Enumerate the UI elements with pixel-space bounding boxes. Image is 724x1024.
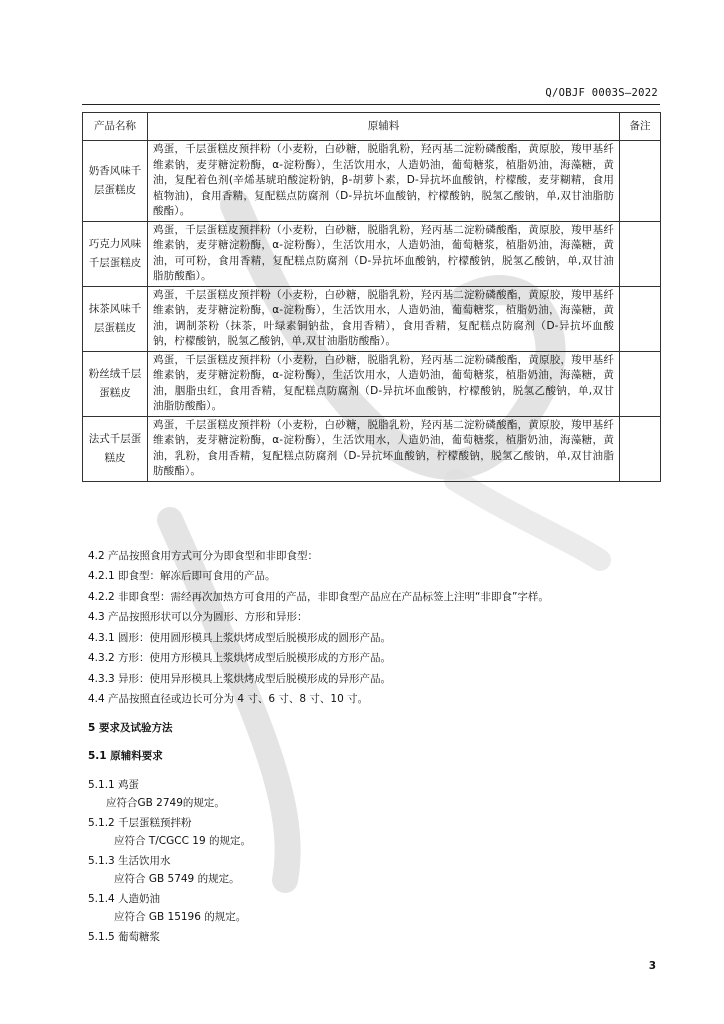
ingredients-cell: 鸡蛋，千层蛋糕皮预拌粉（小麦粉，白砂糖，脱脂乳粉，羟丙基二淀粉磷酸酯，黄原胶，羧甲基纤维素钠，麦芽糖淀粉酶，α-淀粉酶），生活饮用水，人造奶油，葡萄糖浆，植脂奶油，海藻糖，黄油，胭脂虫红，食用香精，复配糕点防腐剂（D-异抗坏血酸钠，柠檬酸钠，脱氢乙酸钠，单,双甘油脂肪酸酯）。: [148, 351, 620, 416]
remark-cell: [620, 221, 661, 286]
clause-4-3: 4.3 产品按照形状可以分为圆形、方形和异形：: [88, 611, 308, 623]
table-row: [83, 351, 661, 416]
table-row: [83, 141, 661, 222]
product-name-cell: 法式千层蛋糕皮: [83, 416, 148, 481]
table-row: [83, 221, 661, 286]
product-name-cell: 抹茶风味千层蛋糕皮: [83, 286, 148, 351]
product-name-cell: 巧克力风味千层蛋糕皮: [83, 221, 148, 286]
column-header-raw-materials: 原辅料: [148, 113, 620, 141]
clause-4-3-2: 4.3.2 方形：使用方形模具上浆烘烤成型后脱模形成的方形产品。: [88, 652, 392, 664]
raw-materials-table: [82, 112, 661, 482]
table-header-row: [83, 113, 661, 141]
remark-cell: [620, 351, 661, 416]
clause-4-2-2: 4.2.2 非即食型：需经再次加热方可食用的产品，非即食型产品应在产品标签上注明“非即食”字样。: [88, 591, 549, 603]
column-header-product-name: 产品名称: [83, 113, 148, 141]
remark-cell: [620, 141, 661, 222]
item-5-1-4-head: 5.1.4 人造奶油: [88, 893, 161, 905]
item-5-1-3-text: 应符合 GB 5749 的规定。: [114, 873, 240, 885]
item-5-1-2-text: 应符合 T/CGCC 19 的规定。: [114, 835, 251, 847]
item-5-1-1-text: 应符合GB 2749的规定。: [106, 797, 225, 809]
column-header-remarks: 备注: [620, 113, 661, 141]
item-5-1-2-head: 5.1.2 千层蛋糕预拌粉: [88, 817, 192, 829]
clause-4-3-3: 4.3.3 异形：使用异形模具上浆烘烤成型后脱模形成的异形产品。: [88, 673, 392, 685]
remark-cell: [620, 416, 661, 481]
section-5-1-title: 5.1 原辅料要求: [88, 750, 163, 762]
clause-4-2: 4.2 产品按照食用方式可分为即食型和非即食型：: [88, 550, 319, 562]
clause-4-3-1: 4.3.1 圆形：使用圆形模具上浆烘烤成型后脱模形成的圆形产品。: [88, 632, 392, 644]
ingredients-cell: 鸡蛋，千层蛋糕皮预拌粉（小麦粉，白砂糖，脱脂乳粉，羟丙基二淀粉磷酸酯，黄原胶，羧甲基纤维素钠，麦芽糖淀粉酶，α-淀粉酶），生活饮用水，人造奶油，葡萄糖浆，植脂奶油，海藻糖，黄油，可可粉，食用香精，复配糕点防腐剂（D-异抗坏血酸钠，柠檬酸钠，脱氢乙酸钠，单,双甘油脂肪酸酯）。: [148, 221, 620, 286]
remark-cell: [620, 286, 661, 351]
section-5-title: 5 要求及试验方法: [88, 722, 173, 734]
clause-4-2-1: 4.2.1 即食型：解冻后即可食用的产品。: [88, 570, 276, 582]
item-5-1-5-head: 5.1.5 葡萄糖浆: [88, 931, 161, 943]
ingredients-cell: 鸡蛋，千层蛋糕皮预拌粉（小麦粉，白砂糖，脱脂乳粉，羟丙基二淀粉磷酸酯，黄原胶，羧甲基纤维素钠，麦芽糖淀粉酶，α-淀粉酶），生活饮用水，人造奶油，葡萄糖浆，植脂奶油，海藻糖，黄油，复配着色剂(辛烯基琥珀酸淀粉钠，β-胡萝卜素，D-异抗坏血酸钠，柠檬酸，麦芽糊精，食用植物油)，食用香精，复配糕点防腐剂（D-异抗坏血酸钠，柠檬酸钠，脱氢乙酸钠，单,双甘油脂肪酸酯）。: [148, 141, 620, 222]
item-5-1-3-head: 5.1.3 生活饮用水: [88, 855, 171, 867]
ingredients-cell: 鸡蛋，千层蛋糕皮预拌粉（小麦粉，白砂糖，脱脂乳粉，羟丙基二淀粉磷酸酯，黄原胶，羧甲基纤维素钠，麦芽糖淀粉酶，α-淀粉酶），生活饮用水，人造奶油，葡萄糖浆，植脂奶油，海藻糖，黄油，调制茶粉（抹茶，叶绿素铜钠盐，食用香精），食用香精，复配糕点防腐剂（D-异抗坏血酸钠，柠檬酸钠，脱氢乙酸钠，单,双甘油脂肪酸酯）。: [148, 286, 620, 351]
table-row: [83, 416, 661, 481]
table-row: [83, 286, 661, 351]
item-5-1-4-text: 应符合 GB 15196 的规定。: [114, 911, 247, 923]
clause-4-4: 4.4 产品按照直径或边长可分为 4 寸、6 寸、8 寸、10 寸。: [88, 693, 369, 705]
item-5-1-1-head: 5.1.1 鸡蛋: [88, 779, 140, 791]
product-name-cell: 奶香风味千层蛋糕皮: [83, 141, 148, 222]
product-name-cell: 粉丝绒千层蛋糕皮: [83, 351, 148, 416]
page-number: 3: [648, 960, 656, 972]
header-rule: [82, 104, 660, 105]
ingredients-cell: 鸡蛋，千层蛋糕皮预拌粉（小麦粉，白砂糖，脱脂乳粉，羟丙基二淀粉磷酸酯，黄原胶，羧甲基纤维素钠，麦芽糖淀粉酶，α-淀粉酶），生活饮用水，人造奶油，葡萄糖浆，植脂奶油，海藻糖，黄油，乳粉，食用香精，复配糕点防腐剂（D-异抗坏血酸钠，柠檬酸钠，脱氢乙酸钠，单,双甘油脂肪酸酯）。: [148, 416, 620, 481]
document-code: Q/OBJF 0003S—2022: [545, 87, 658, 99]
